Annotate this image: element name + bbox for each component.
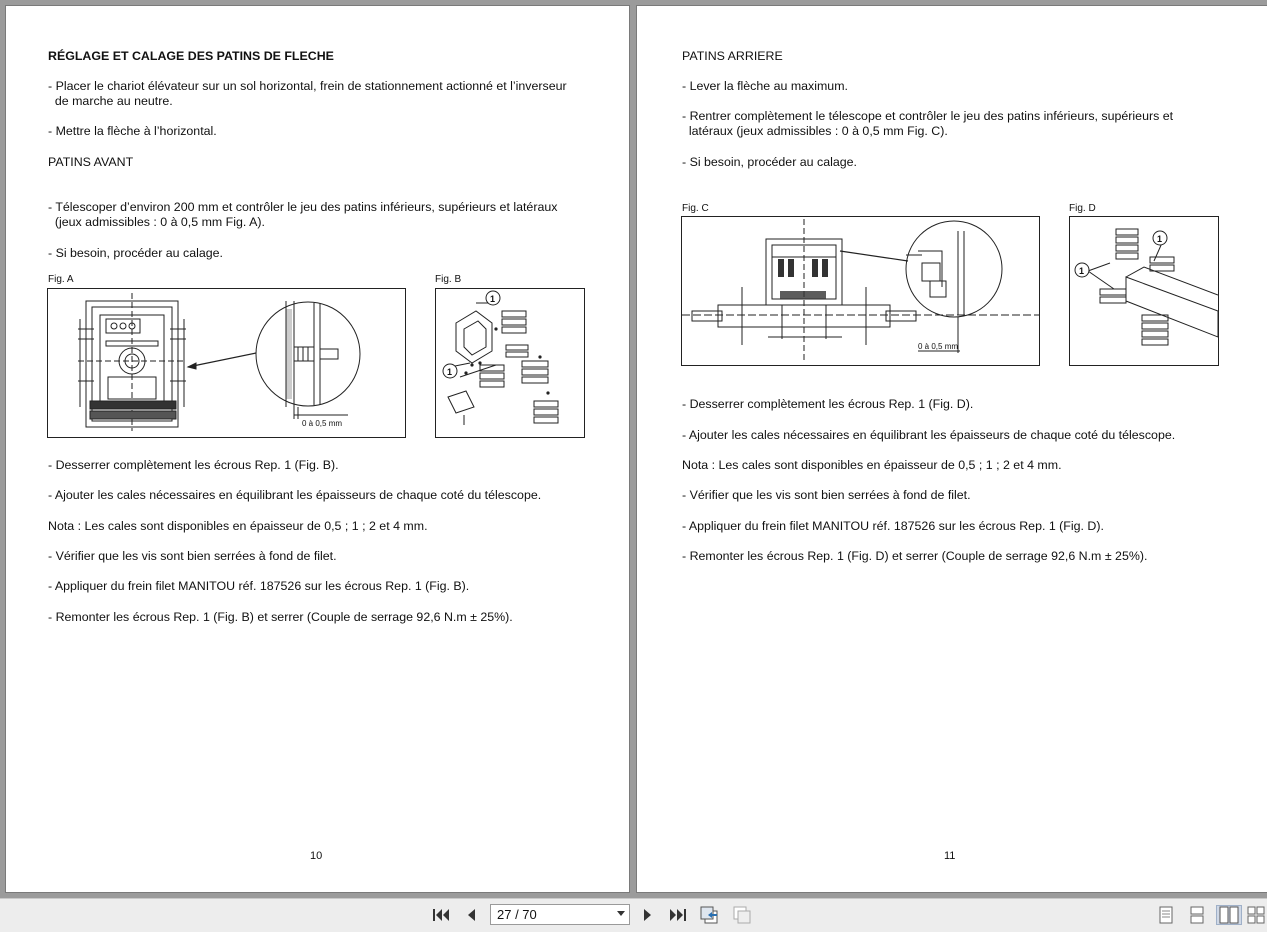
instruction-line: - Télescoper d’environ 200 mm et contrôler le jeu des patins inférieurs, supérieurs et latéraux [48,200,558,214]
section-heading: PATINS ARRIERE [682,49,783,63]
instruction-line: - Placer le chariot élévateur sur un sol horizontal, frein de stationnement actionné et l’inverseur [48,79,567,93]
instruction-line: - Appliquer du frein filet MANITOU réf. 187526 sur les écrous Rep. 1 (Fig. D). [682,519,1104,533]
figure-a-dimension: 0 à 0,5 mm [302,419,343,428]
figure-label-d: Fig. D [1069,203,1096,214]
instruction-line: de marche au neutre. [48,94,173,108]
page-number-select[interactable] [490,904,630,925]
instruction-line: - Remonter les écrous Rep. 1 (Fig. B) et serrer (Couple de serrage 92,6 N.m ± 25%). [48,610,513,624]
figure-label-b: Fig. B [435,274,462,285]
instruction-line: - Mettre la flèche à l’horizontal. [48,124,217,138]
rep-marker: 1 [447,367,453,377]
prev-page-icon[interactable] [460,905,482,925]
figure-c-dimension: 0 à 0,5 mm [918,342,959,351]
instruction-line: - Vérifier que les vis sont bien serrées à fond de filet. [48,549,337,563]
instruction-line: - Rentrer complètement le télescope et contrôler le jeu des patins inférieurs, supérieurs et [682,109,1174,123]
next-page-icon[interactable] [637,905,659,925]
instruction-line: - Si besoin, procéder au calage. [48,246,223,260]
instruction-line: - Ajouter les cales nécessaires en équilibrant les épaisseurs de chaque coté du télescope. [682,428,1176,442]
figure-a-illustration [47,288,406,438]
facing-continuous-view-icon[interactable] [1246,905,1266,925]
last-page-icon[interactable] [667,905,689,925]
page-number: 10 [310,850,323,862]
viewer-toolbar [0,898,1267,932]
go-forward-icon[interactable] [732,905,754,925]
instruction-line: - Desserrer complètement les écrous Rep. 1 (Fig. D). [682,397,974,411]
section-heading: RÉGLAGE ET CALAGE DES PATINS DE FLECHE [48,49,334,63]
single-page-view-icon[interactable] [1155,905,1177,925]
rep-marker: 1 [1079,266,1085,276]
continuous-view-icon[interactable] [1186,905,1208,925]
rep-marker: 1 [490,294,496,304]
instruction-line: - Desserrer complètement les écrous Rep. 1 (Fig. B). [48,458,339,472]
document-page-left [6,6,629,892]
instruction-line: - Si besoin, procéder au calage. [682,155,857,169]
instruction-line: - Remonter les écrous Rep. 1 (Fig. D) et serrer (Couple de serrage 92,6 N.m ± 25%). [682,549,1148,563]
figure-label-c: Fig. C [682,203,709,214]
note-line: Nota : Les cales sont disponibles en épaisseur de 0,5 ; 1 ; 2 et 4 mm. [48,519,428,533]
rep-marker: 1 [1157,234,1163,244]
facing-view-icon[interactable] [1216,905,1242,925]
figure-d-illustration [1069,216,1219,366]
page-number: 11 [944,850,956,862]
instruction-line: - Lever la flèche au maximum. [682,79,848,93]
page-indicator: 27 / 70 [497,907,537,922]
figure-c-illustration [681,216,1040,366]
instruction-line: - Ajouter les cales nécessaires en équilibrant les épaisseurs de chaque coté du télescope. [48,488,542,502]
figure-b-illustration [435,288,585,438]
subsection-heading: PATINS AVANT [48,155,134,169]
note-line: Nota : Les cales sont disponibles en épaisseur de 0,5 ; 1 ; 2 et 4 mm. [682,458,1062,472]
instruction-line: - Vérifier que les vis sont bien serrées à fond de filet. [682,488,971,502]
instruction-line: - Appliquer du frein filet MANITOU réf. 187526 sur les écrous Rep. 1 (Fig. B). [48,579,470,593]
instruction-line: latéraux (jeux admissibles : 0 à 0,5 mm Fig. C). [682,124,948,138]
first-page-icon[interactable] [430,905,452,925]
go-back-icon[interactable] [699,905,721,925]
document-page-right [637,6,1267,892]
chevron-down-icon [617,911,625,916]
figure-label-a: Fig. A [48,274,74,285]
instruction-line: (jeux admissibles : 0 à 0,5 mm Fig. A). [48,215,265,229]
